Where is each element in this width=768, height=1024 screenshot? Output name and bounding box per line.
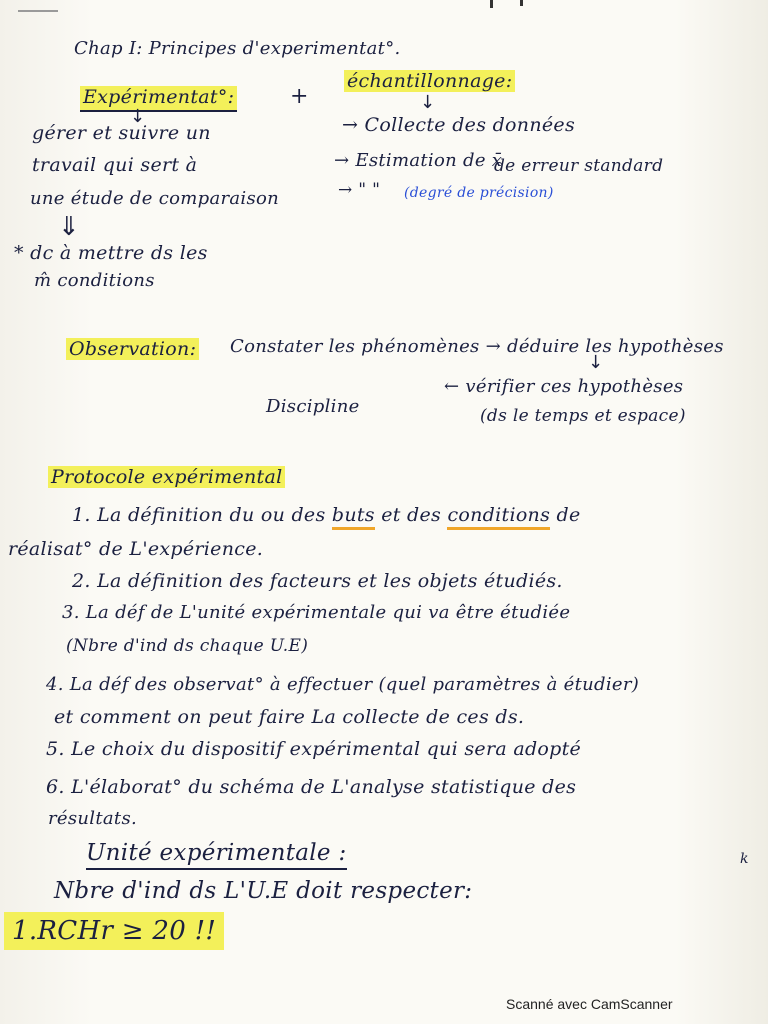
echantillonnage-heading	[344, 72, 515, 91]
item1-conditions: conditions	[447, 504, 550, 530]
echantillonnage-label: échantillonnage:	[344, 70, 515, 92]
ech-line2-b: de erreur standard	[494, 156, 664, 176]
observation-text: Constater les phénomènes → déduire les hypothèses	[230, 336, 724, 357]
item1-prefix: 1. La définition du ou des	[72, 504, 326, 526]
unite-line: Nbre d'ind ds L'U.E doit respecter:	[54, 878, 473, 904]
verifier-line1: ← vérifier ces hypothèses	[444, 376, 684, 397]
ech-line3-b: (degré de précision)	[404, 185, 554, 201]
item1-line2: réalisat° de L'expérience.	[8, 538, 264, 560]
discipline-label: Discipline	[266, 396, 360, 417]
plus-sign: +	[290, 84, 309, 109]
item1-middle: et des	[381, 504, 442, 526]
item6-line1: 6. L'élaborat° du schéma de L'analyse statistique des	[46, 776, 577, 798]
item2: 2. La définition des facteurs et les objets étudiés.	[72, 570, 563, 592]
experimentation-heading	[80, 88, 237, 107]
exp-line3: une étude de comparaison	[30, 188, 280, 209]
unite-heading	[86, 842, 347, 865]
rule-text: 1.RCHr ≥ 20 !!	[4, 912, 224, 950]
unite-label: Unité expérimentale :	[86, 840, 347, 870]
rule-box	[4, 918, 224, 944]
star-line1: * dc à mettre ds les	[14, 242, 208, 264]
ech-line1: → Collecte des données	[342, 114, 576, 136]
star-line2: m̂ conditions	[34, 270, 155, 291]
item5: 5. Le choix du dispositif expérimental qui sera adopté	[46, 738, 582, 760]
experimentation-label: Expérimentat°:	[80, 86, 237, 112]
item6-line2: résultats.	[48, 808, 138, 829]
ech-line3-a: → " "	[338, 180, 381, 200]
margin-mark: k	[740, 851, 749, 867]
scan-mark	[18, 10, 58, 12]
down-arrow-icon: ↓	[420, 92, 436, 113]
item4-line2: et comment on peut faire La collecte de ces ds.	[54, 706, 525, 728]
protocole-heading	[48, 468, 285, 487]
item3-line1: 3. La déf de L'unité expérimentale qui va être étudiée	[62, 602, 571, 623]
item3-line2: (Nbre d'ind ds chaque U.E)	[66, 636, 309, 656]
item4-line1: 4. La déf des observat° à effectuer (quel paramètres à étudier)	[46, 674, 640, 695]
down-arrow-icon: ↓	[588, 352, 604, 373]
scan-mark	[520, 0, 523, 6]
protocole-label: Protocole expérimental	[48, 466, 285, 488]
observation-heading	[66, 340, 199, 359]
item1-line1	[72, 506, 581, 525]
scan-mark	[490, 0, 493, 8]
scanner-footer: Scanné avec CamScanner	[506, 996, 673, 1012]
verifier-line2: (ds le temps et espace)	[480, 406, 686, 426]
item1-buts: buts	[332, 504, 375, 530]
exp-line1: gérer et suivre un	[32, 122, 211, 144]
double-down-arrow-icon: ⇓	[58, 212, 81, 242]
observation-label: Observation:	[66, 338, 199, 360]
down-arrow-icon: ↓	[130, 106, 146, 127]
exp-line2: travail qui sert à	[32, 154, 198, 176]
chapter-title: Chap I: Principes d'experimentat°.	[74, 38, 401, 59]
item1-suffix: de	[556, 504, 581, 526]
ech-line2-a: → Estimation de x̄	[334, 150, 503, 171]
